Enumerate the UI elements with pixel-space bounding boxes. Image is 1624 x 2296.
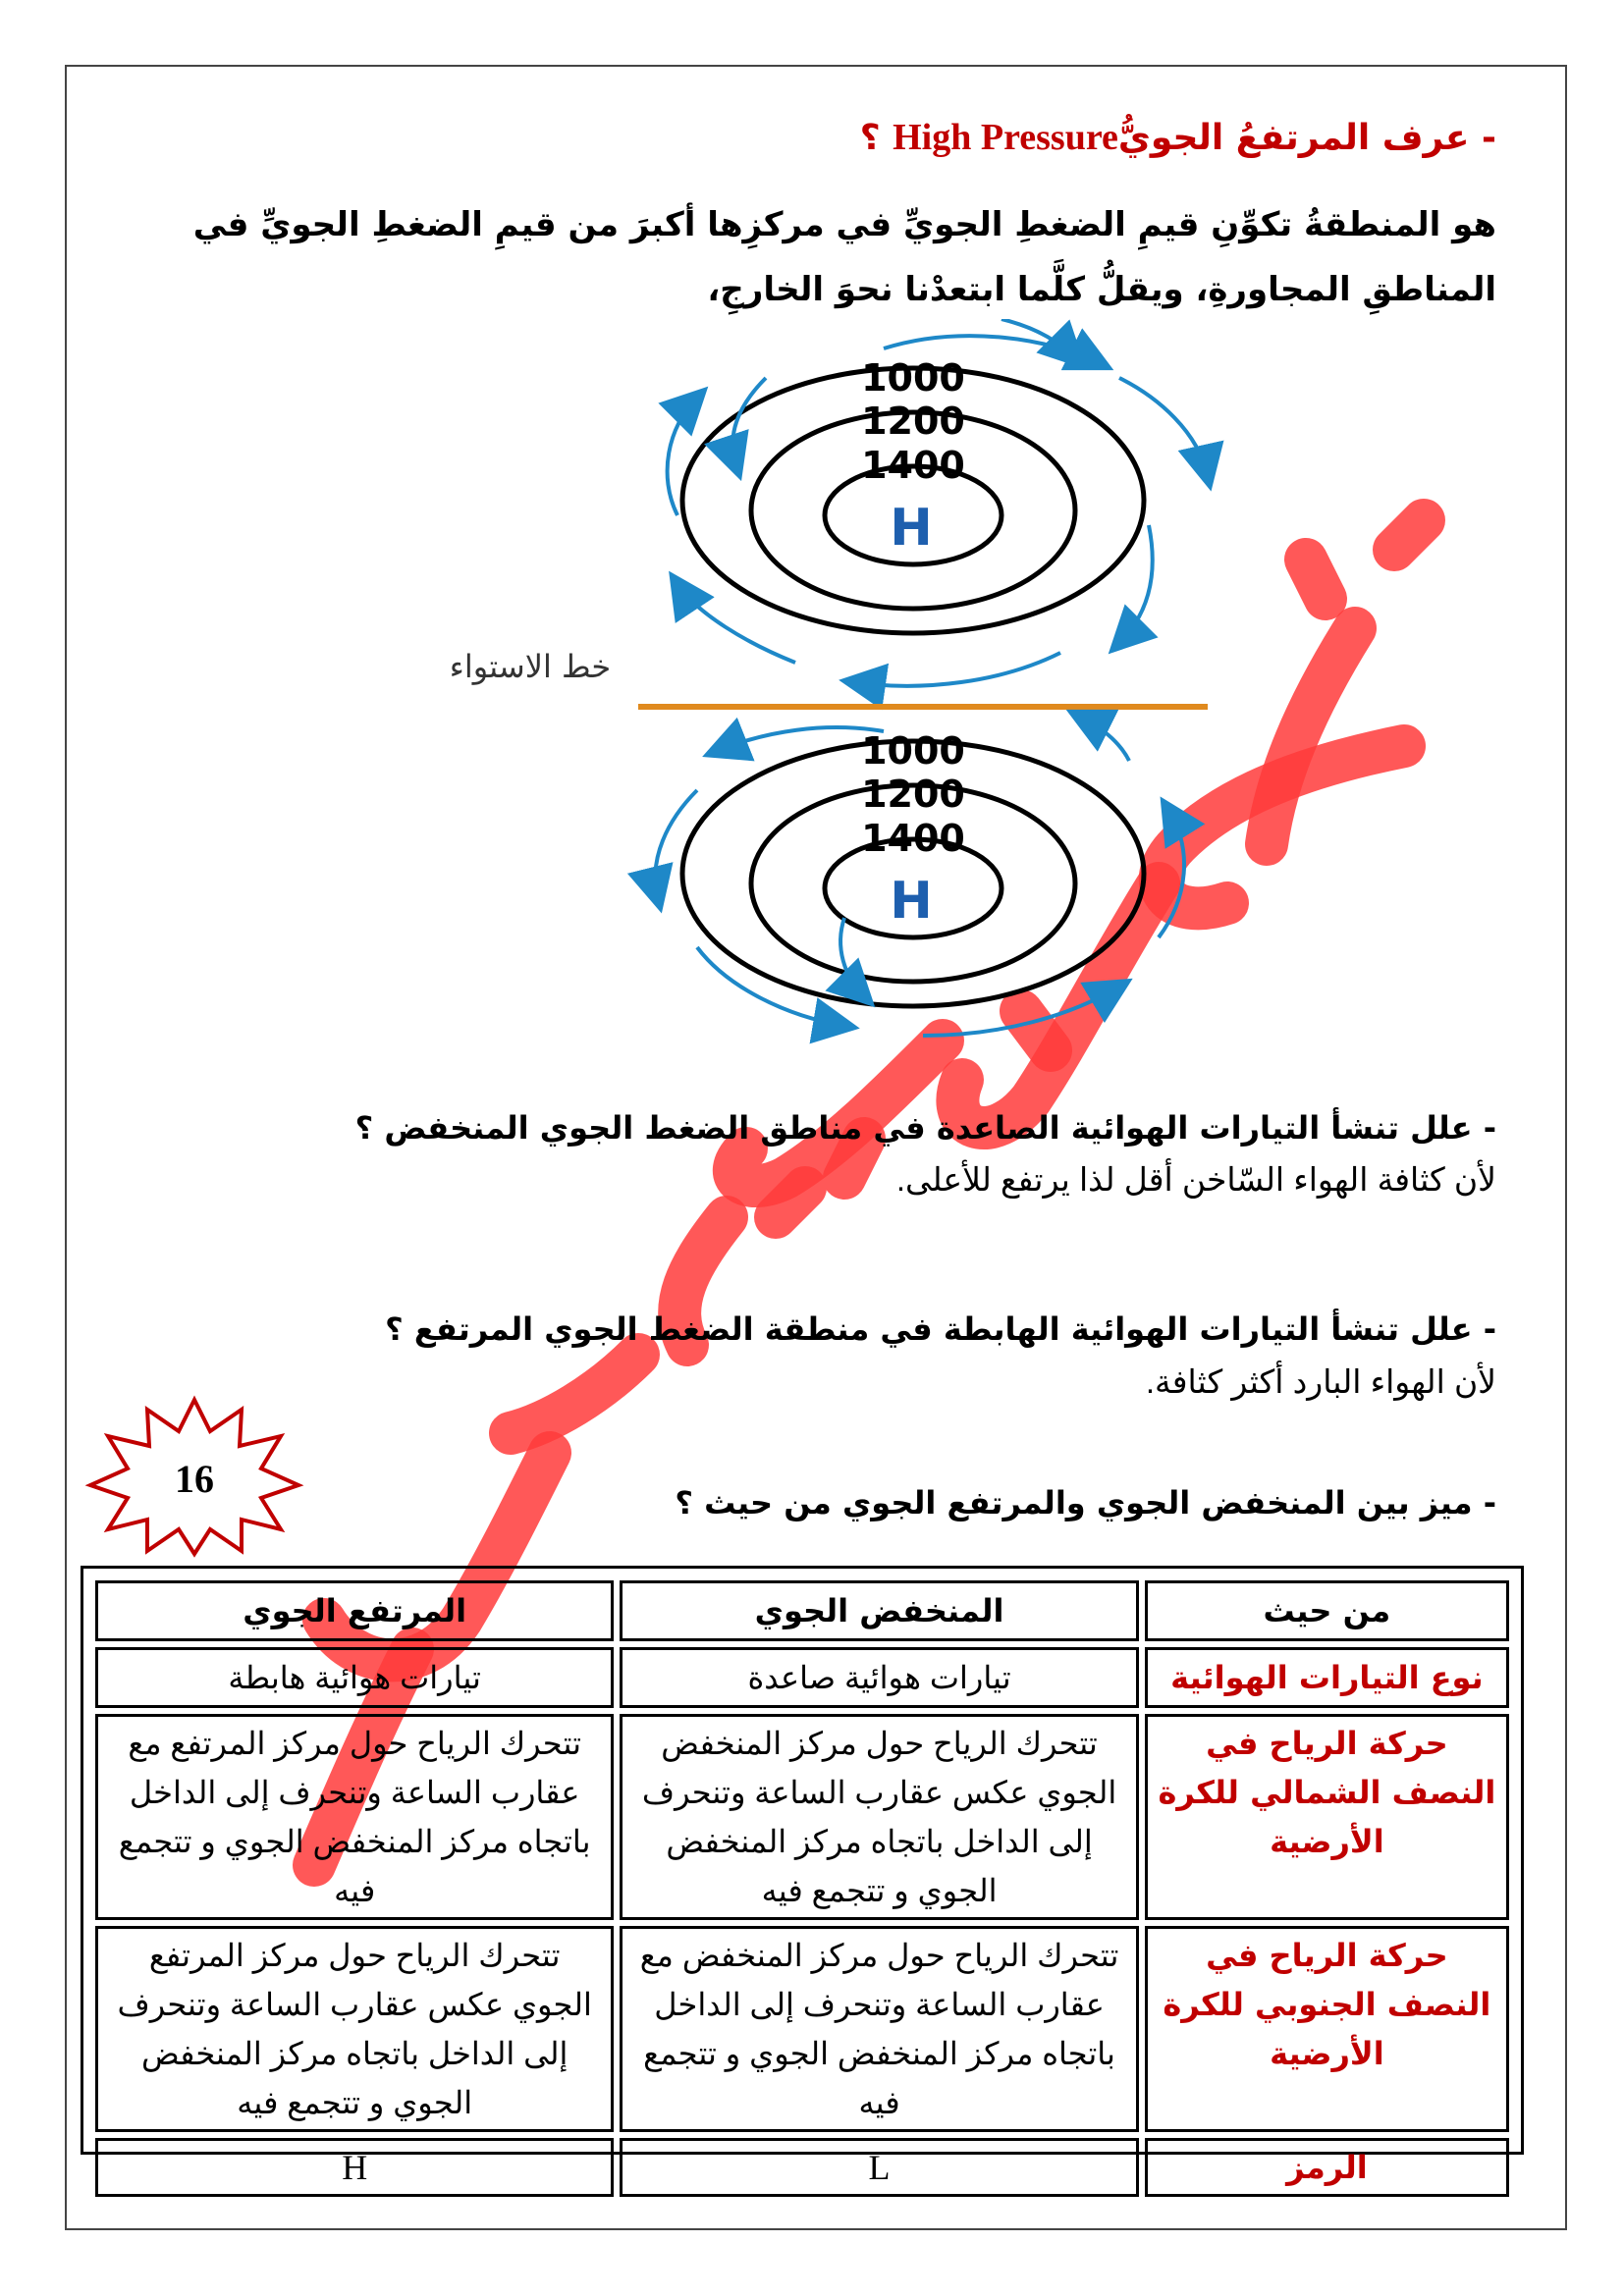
question-sinking-currents: - علل تنشأ التيارات الهوائية الهابطة في منطقة الضغط الجوي المرتفع ؟ xyxy=(385,1310,1496,1348)
isobar-label: 1200 xyxy=(861,400,965,443)
table-row xyxy=(95,2138,1509,2197)
question-compare: - ميز بين المنخفض الجوي والمرتفع الجوي من حيث ؟ xyxy=(675,1484,1496,1522)
low-pressure-cell: تيارات هوائية صاعدة xyxy=(620,1647,1138,1708)
definition-text: هو المنطقةُ تكوِّنِ قيمِ الضغطِ الجويِّ في مركزِها أكبرَ من قيمِ الضغطِ الجويِّ في المناطقِ المجاورةِ، ويقلُّ كلَّما ابتعدْنا نحوَ الخارجِ، xyxy=(192,205,1496,309)
table-row xyxy=(95,1926,1509,2132)
northern-hemisphere-system xyxy=(668,319,1208,686)
comparison-table xyxy=(89,1575,1515,2203)
page-number-badge xyxy=(84,1392,304,1559)
row-header: الرمز xyxy=(1145,2138,1509,2197)
term-arabic: المرتفعُ الجويُّ xyxy=(1117,118,1371,158)
isobar-label: 1000 xyxy=(861,729,965,773)
equator-label: خط الاستواء xyxy=(449,648,612,685)
low-pressure-cell: تتحرك الرياح حول مركز المنخفض الجوي عكس عقارب الساعة وتنحرف إلى الداخل باتجاه مركز المنخفض الجوي و تتجمع فيه xyxy=(620,1714,1138,1920)
row-header: نوع التيارات الهوائية xyxy=(1145,1647,1509,1708)
answer-rising-currents: لأن كثافة الهواء السّاخن أقل لذا يرتفع للأعلى. xyxy=(895,1161,1496,1198)
question-suffix: ؟ xyxy=(859,118,893,158)
header-cell: المرتفع الجوي xyxy=(95,1580,614,1641)
isobar-label: 1000 xyxy=(861,356,965,400)
answer-sinking-currents: لأن الهواء البارد أكثر كثافة. xyxy=(1145,1363,1496,1400)
high-pressure-cell: تتحرك الرياح حول مركز المرتفع الجوي عكس عقارب الساعة وتنحرف إلى الداخل باتجاه مركز المنخفض الجوي و تتجمع فيه xyxy=(95,1926,614,2132)
table-header-row xyxy=(95,1580,1509,1641)
center-symbol: H xyxy=(890,499,933,558)
isobar-label: 1400 xyxy=(861,444,965,487)
high-pressure-diagram xyxy=(373,319,1276,1065)
term-english: High Pressure xyxy=(893,117,1118,158)
page-number: 16 xyxy=(175,1457,214,1501)
header-cell: المنخفض الجوي xyxy=(620,1580,1138,1641)
header-cell: من حيث xyxy=(1145,1580,1509,1641)
low-pressure-symbol: L xyxy=(620,2138,1138,2197)
table-row xyxy=(95,1714,1509,1920)
high-pressure-cell: تيارات هوائية هابطة xyxy=(95,1647,614,1708)
question-define-high-pressure xyxy=(860,116,1496,159)
isobar-label: 1400 xyxy=(861,817,965,860)
table-row xyxy=(95,1647,1509,1708)
question-rising-currents: - علل تنشأ التيارات الهوائية الصاعدة في مناطق الضغط الجوي المنخفض ؟ xyxy=(354,1109,1496,1147)
high-pressure-cell: تتحرك الرياح حول مركز المرتفع مع عقارب الساعة وتنحرف إلى الداخل باتجاه مركز المنخفض الجوي و تتجمع فيه xyxy=(95,1714,614,1920)
isobar-label: 1200 xyxy=(861,773,965,816)
low-pressure-cell: تتحرك الرياح حول مركز المنخفض مع عقارب الساعة وتنحرف إلى الداخل باتجاه مركز المنخفض الجوي و تتجمع فيه xyxy=(620,1926,1138,2132)
row-header: حركة الرياح في النصف الشمالي للكرة الأرضية xyxy=(1145,1714,1509,1920)
center-symbol: H xyxy=(890,872,933,931)
comparison-table-frame xyxy=(81,1566,1524,2187)
high-pressure-symbol: H xyxy=(95,2138,614,2197)
southern-hemisphere-system xyxy=(655,717,1184,1036)
row-header: حركة الرياح في النصف الجنوبي للكرة الأرضية xyxy=(1145,1926,1509,2132)
question-prefix: - عرف xyxy=(1370,118,1496,158)
